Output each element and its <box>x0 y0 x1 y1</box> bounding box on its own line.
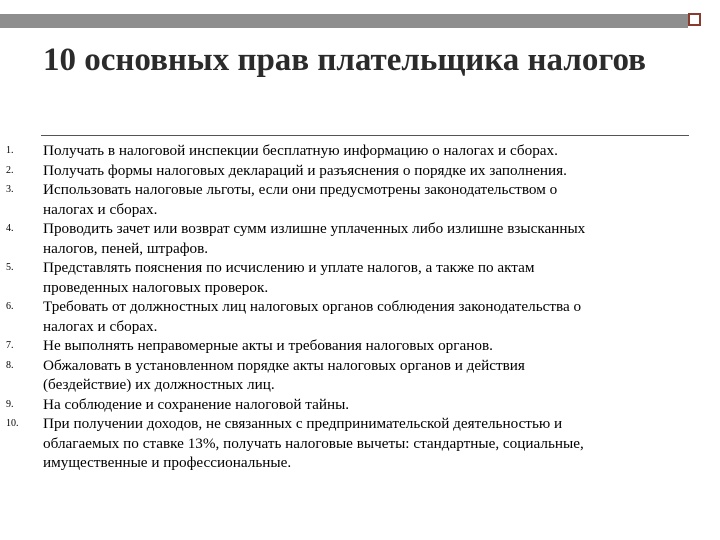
list-item <box>0 258 720 297</box>
list-item-number: 2. <box>6 164 14 176</box>
title-divider <box>41 135 689 136</box>
list-item <box>0 356 720 395</box>
list-item-text-line: При получении доходов, не связанных с предпринимательской деятельностью и <box>43 415 563 432</box>
list-item-text-line: налогов, пеней, штрафов. <box>43 239 209 257</box>
list-item-text-line: имущественные и профессиональные. <box>43 454 292 471</box>
list-item <box>0 219 720 258</box>
list-item <box>0 297 720 336</box>
list-item <box>0 180 720 219</box>
list-item-text-line: налогах и сборах. <box>43 317 158 335</box>
list-item-number: 5. <box>6 262 14 273</box>
list-item-text-line: Обжаловать в установленном порядке акты налоговых органов и действия <box>43 356 525 374</box>
list-item-number: 8. <box>6 359 14 371</box>
list-item-number: 3. <box>6 184 14 195</box>
list-item-number: 6. <box>6 301 14 312</box>
list-item <box>0 414 720 473</box>
list-item-number: 4. <box>6 223 14 234</box>
list-item <box>0 395 720 415</box>
list-item-text-line: Получать формы налоговых деклараций и разъяснения о порядке их заполнения. <box>43 161 567 179</box>
list-item <box>0 141 720 161</box>
list-item-number: 1. <box>6 145 14 156</box>
list-item <box>0 336 720 356</box>
list-item-text-line: Требовать от должностных лиц налоговых органов соблюдения законодательства о <box>43 298 582 315</box>
list-item-text-line: налогах и сборах. <box>43 200 158 218</box>
list-item-text-line: Не выполнять неправомерные акты и требования налоговых органов. <box>43 337 493 354</box>
rights-list <box>0 141 720 473</box>
list-item-text-line: Проводить зачет или возврат сумм излишне уплаченных либо излишне взысканных <box>43 220 586 237</box>
list-item-number: 9. <box>6 398 14 410</box>
list-item-text-line: Использовать налоговые льготы, если они предусмотрены законодательством о <box>43 181 558 198</box>
decorative-corner-square <box>688 13 701 26</box>
list-item-text-line: облагаемых по ставке 13%, получать налоговые вычеты: стандартные, социальные, <box>43 434 584 452</box>
list-item-text-line: проведенных налоговых проверок. <box>43 278 269 296</box>
list-item-text-line: На соблюдение и сохранение налоговой тайны. <box>43 395 350 413</box>
list-item-text-line: (бездействие) их должностных лиц. <box>43 376 275 393</box>
list-item-number: 10. <box>6 418 19 429</box>
list-item-number: 7. <box>6 340 14 351</box>
list-item <box>0 161 720 181</box>
decorative-top-bar <box>0 14 688 28</box>
list-item-text-line: Получать в налоговой инспекции бесплатную информацию о налогах и сборах. <box>43 142 558 159</box>
list-item-text-line: Представлять пояснения по исчислению и уплате налогов, а также по актам <box>43 259 535 276</box>
slide-title: 10 основных прав плательщика налогов <box>43 42 646 78</box>
